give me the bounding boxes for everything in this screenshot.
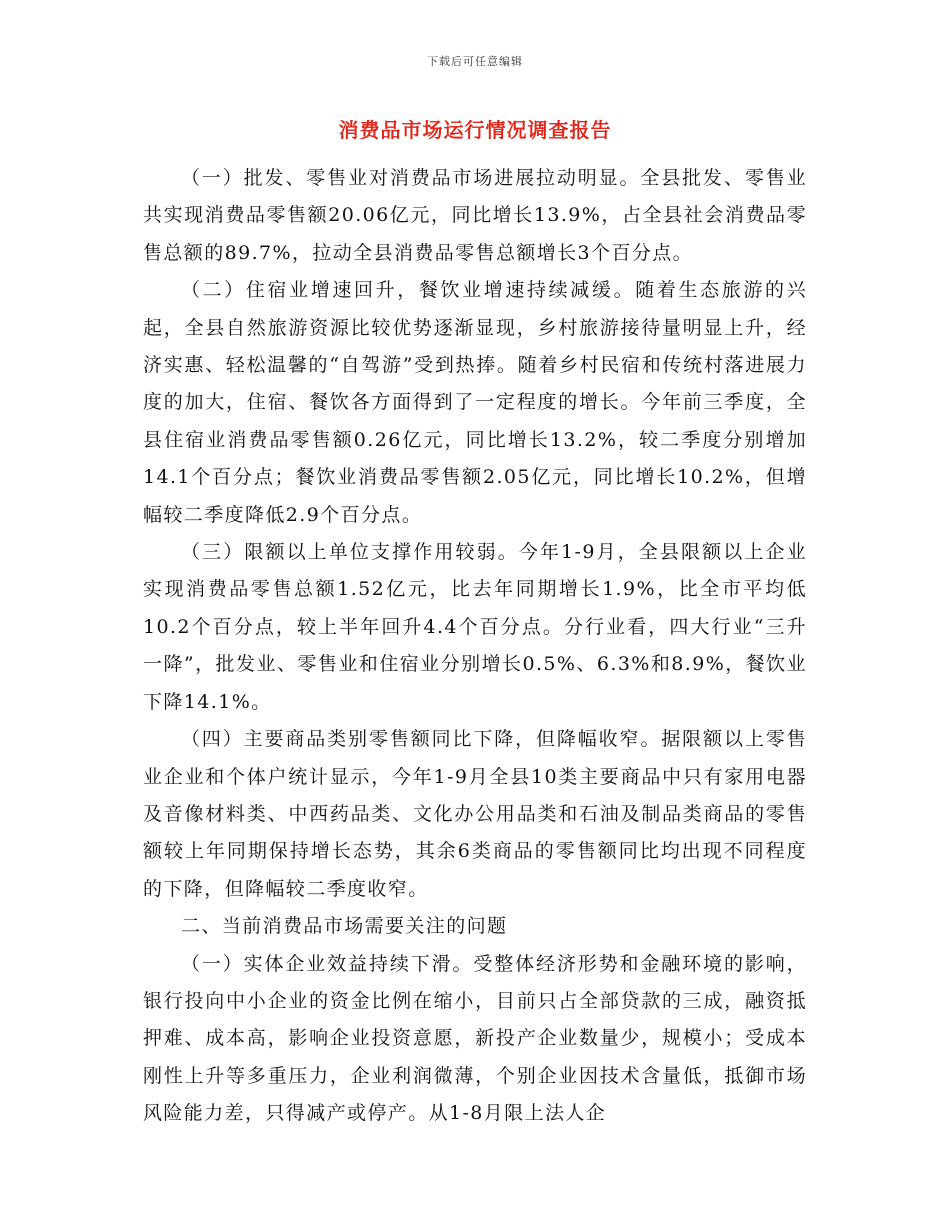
section-heading-issues: 二、当前消费品市场需要关注的问题 [181,915,508,938]
paragraph-above-quota-units: （三）限额以上单位支撑作用较弱。今年1-9月，全县限额以上企业实现消费品零售总额1.52亿元，比去年同期增长1.9%，比全市平均低10.2个百分点，较上半年回升4.4个百分点。分行业看，四大行业“三升一降”，批发业、零售业和住宿业分别增长0.5%、6.3%和8.9%，餐饮业下降14.1%。 [143,541,807,713]
paragraph-accommodation-catering: （二）住宿业增速回升，餐饮业增速持续减缓。随着生态旅游的兴起，全县自然旅游资源比较优势逐渐显现，乡村旅游接待量明显上升，经济实惠、轻松温馨的“自驾游”受到热捧。随着乡村民宿和传统村落进展力度的加大，住宿、餐饮各方面得到了一定程度的增长。今年前三季度，全县住宿业消费品零售额0.26亿元，同比增长13.2%，较二季度分别增加14.1个百分点；餐饮业消费品零售额2.05亿元，同比增长10.2%，但增幅较二季度降低2.9个百分点。 [143,279,807,526]
document-title: 消费品市场运行情况调查报告 [338,118,612,142]
paragraph-commodity-categories: （四）主要商品类别零售额同比下降，但降幅收窄。据限额以上零售业企业和个体户统计显示，今年1-9月全县10类主要商品中只有家用电器及音像材料类、中西药品类、文化办公用品类和石油及制品类商品的零售额较上年同期保持增长态势，其余6类商品的零售额同比均出现不同程度的下降，但降幅较二季度收窄。 [143,728,807,900]
page-header-note: 下载后可任意编辑 [427,55,523,68]
paragraph-enterprise-efficiency: （一）实体企业效益持续下滑。受整体经济形势和金融环境的影响，银行投向中小企业的资金比例在缩小，目前只占全部贷款的三成，融资抵押难、成本高，影响企业投资意愿，新投产企业数量少，规模小；受成本刚性上升等多重压力，企业利润微薄，个别企业因技术含量低，抵御市场风险能力差，只得减产或停产。从1-8月限上法人企 [143,952,807,1125]
document-body [143,160,807,1133]
paragraph-wholesale-retail: （一）批发、零售业对消费品市场进展拉动明显。全县批发、零售业共实现消费品零售额20.06亿元，同比增长13.9%，占全县社会消费品零售总额的89.7%，拉动全县消费品零售总额增长3个百分点。 [143,167,807,264]
